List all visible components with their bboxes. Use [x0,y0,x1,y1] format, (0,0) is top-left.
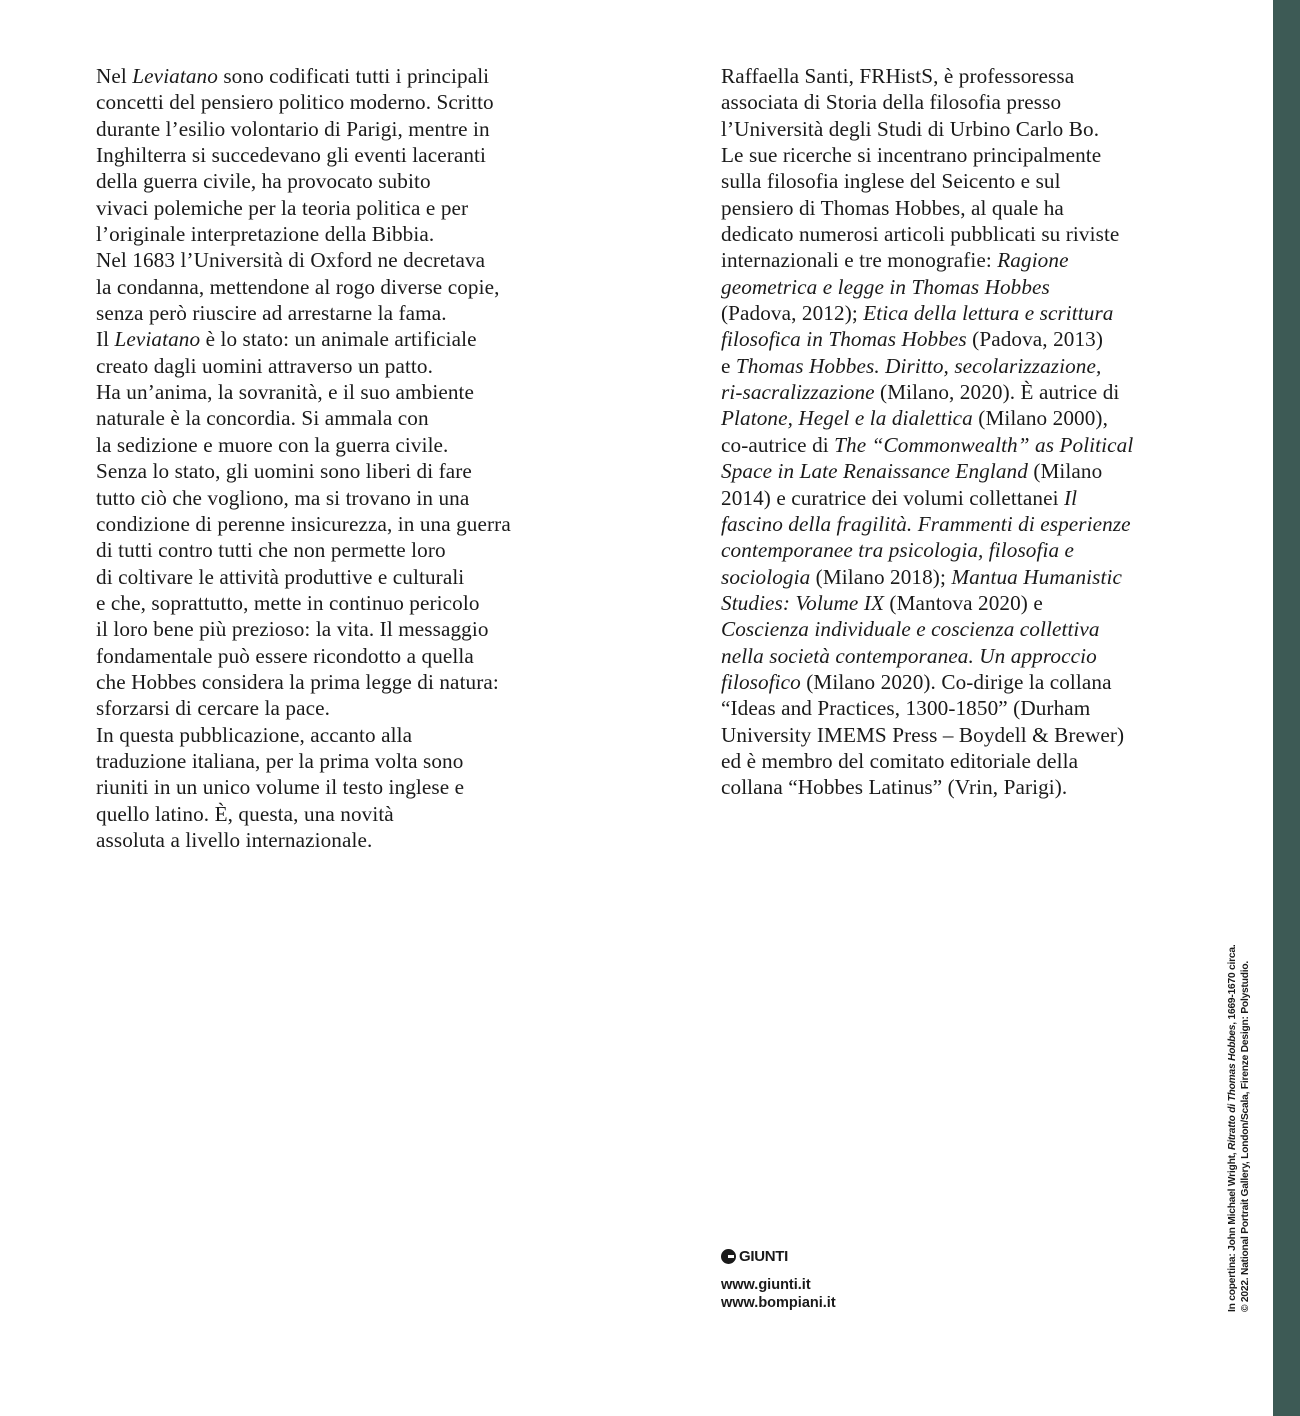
text-run: e [721,353,736,378]
text-run: Il [96,327,115,352]
text-run: di coltivare le attività produttive e culturali [96,564,465,589]
text-run: Le sue ricerche si incentrano principalmente [721,143,1102,168]
italic-title: Studies: Volume IX [721,590,885,615]
text-line [96,801,616,827]
text-run: traduzione italiana, per la prima volta sono [96,748,464,773]
text-run: collana “Hobbes Latinus” (Vrin, Parigi). [721,775,1068,800]
text-line [96,405,616,431]
italic-title: Il [1063,485,1078,510]
text-run: fondamentale può essere ricondotto a quella [96,643,474,668]
text-run: © 2022. National Portrait Gallery, London/Scala, Firenze Design: Polystudio. [1239,960,1251,1312]
text-run: e che, soprattutto, mette in continuo pericolo [96,590,480,615]
text-line [721,511,1221,537]
text-line [96,564,616,590]
text-run: tutto ciò che vogliono, ma si trovano in una [96,485,470,510]
text-line [96,195,616,221]
italic-title: Platone, Hegel e la dialettica [721,406,973,431]
text-line [96,458,616,484]
text-run: (Padova, 2013) [966,327,1104,352]
text-run: di tutti contro tutti che non permette loro [96,538,446,563]
text-run: concetti del pensiero politico moderno. Scritto [96,90,494,115]
italic-title: Thomas Hobbes. Diritto, secolarizzazione, [735,353,1102,378]
text-line [96,511,616,537]
text-run: è lo stato: un animale artificiale [200,327,477,352]
text-run: che Hobbes considera la prima legge di natura: [96,669,499,694]
text-line [721,458,1221,484]
text-run: Inghilterra si succedevano gli eventi laceranti [96,143,487,168]
text-run: Senza lo stato, gli uomini sono liberi di fare [96,459,472,484]
publisher-urls [721,1276,836,1312]
text-run: , 1669-1670 circa. [1227,944,1238,1025]
italic-title: filosofico [721,669,801,694]
text-run: (Milano 2000), [972,406,1108,431]
text-line [96,669,616,695]
text-line [721,643,1221,669]
text-line [721,168,1221,194]
giunti-logo-icon [721,1249,736,1264]
text-line [721,695,1221,721]
text-line [721,116,1221,142]
text-line [721,195,1221,221]
italic-title: filosofica in Thomas Hobbes [721,327,967,352]
text-line [721,326,1221,352]
publisher-block [721,1246,836,1312]
italic-title: Mantua Humanistic [951,564,1122,589]
text-line [96,827,616,853]
text-run: condizione di perenne insicurezza, in una guerra [96,511,511,536]
text-line [96,748,616,774]
cover-spine-band [1273,0,1300,1416]
text-run: associata di Storia della filosofia presso [721,90,1062,115]
text-run: quello latino. È, questa, una novità [96,801,394,826]
text-line [96,326,616,352]
italic-title: ri-sacralizzazione [721,380,875,405]
text-line [96,590,616,616]
text-run: il loro bene più prezioso: la vita. Il messaggio [96,617,489,642]
text-run: assoluta a livello internazionale. [96,827,373,852]
text-line [721,247,1221,273]
text-line [1227,892,1240,1312]
text-line [96,300,616,326]
text-run: (Milano 2020). Co-dirige la collana [800,669,1112,694]
text-line [96,274,616,300]
text-line [721,537,1221,563]
italic-title: The “Commonwealth” as Political [834,432,1134,457]
italic-title: Leviatano [114,327,201,352]
text-line [721,590,1221,616]
publisher-logo [721,1246,836,1266]
italic-title: geometrica e legge in Thomas Hobbes [721,274,1050,299]
text-line [96,537,616,563]
text-line [96,89,616,115]
text-run: creato dagli uomini attraverso un patto. [96,353,434,378]
text-line [96,116,616,142]
italic-title: sociologia [721,564,811,589]
text-run: sono codificati tutti i principali [217,64,490,88]
text-run: In questa pubblicazione, accanto alla [96,722,413,747]
text-line [96,485,616,511]
text-line [721,774,1221,800]
text-run: (Padova, 2012); [721,301,864,326]
italic-title: Etica della lettura e scrittura [863,301,1114,326]
text-run: Raffaella Santi, FRHistS, è professoressa [721,64,1075,88]
text-line [96,695,616,721]
text-run: 2014) e curatrice dei volumi collettanei [721,485,1064,510]
text-line [96,221,616,247]
italic-title: Ritratto di Thomas Hobbes [1227,1024,1238,1150]
text-line [721,379,1221,405]
text-line [96,247,616,273]
text-run: vivaci polemiche per la teoria politica e per [96,195,469,220]
text-run: In copertina: John Michael Wright, [1227,1149,1238,1312]
text-run: sforzarsi di cercare la pace. [96,696,331,721]
text-run: l’originale interpretazione della Bibbia. [96,222,435,247]
text-line [721,300,1221,326]
publisher-logo-text: GIUNTI [739,1247,789,1265]
text-run: Nel [96,64,133,88]
text-run: co-autrice di [721,432,835,457]
text-line [96,379,616,405]
italic-title: nella società contemporanea. Un approccio [721,643,1097,668]
text-line [721,432,1221,458]
italic-title: Space in Late Renaissance England [721,459,1028,484]
italic-title: fascino della fragilità. Frammenti di esperienze [721,511,1131,536]
text-line [721,485,1221,511]
italic-title: Coscienza individuale e coscienza collettiva [721,617,1100,642]
text-line [721,221,1221,247]
text-line [96,63,616,89]
text-run: della guerra civile, ha provocato subito [96,169,431,194]
text-run: “Ideas and Practices, 1300-1850” (Durham [721,696,1091,721]
text-line [721,564,1221,590]
text-run: durante l’esilio volontario di Parigi, mentre in [96,116,490,141]
book-description [96,63,616,853]
text-run: l’Università degli Studi di Urbino Carlo Bo. [721,116,1100,141]
text-line [96,142,616,168]
text-run: ed è membro del comitato editoriale della [721,748,1079,773]
text-line [721,405,1221,431]
text-run: sulla filosofia inglese del Seicento e sul [721,169,1061,194]
text-line [721,616,1221,642]
text-line [96,168,616,194]
text-line [96,643,616,669]
text-run: pensiero di Thomas Hobbes, al quale ha [721,195,1064,220]
italic-title: Leviatano [132,64,218,88]
italic-title: Ragione [997,248,1069,273]
text-line [721,274,1221,300]
text-run: la sedizione e muore con la guerra civile. [96,432,449,457]
author-biography [721,63,1221,801]
text-line [96,432,616,458]
text-line [721,748,1221,774]
publisher-url-giunti[interactable]: www.giunti.it [721,1277,811,1293]
text-run: dedicato numerosi articoli pubblicati su riviste [721,222,1120,247]
text-run: (Mantova 2020) e [884,590,1043,615]
text-line [721,142,1221,168]
text-run: University IMEMS Press – Boydell & Brewer) [721,722,1125,747]
italic-title: contemporanee tra psicologia, filosofia e [721,538,1075,563]
text-run: la condanna, mettendone al rogo diverse copie, [96,274,500,299]
text-run: senza però riuscire ad arrestarne la fama. [96,301,447,326]
text-run: naturale è la concordia. Si ammala con [96,406,429,431]
text-run: riuniti in un unico volume il testo inglese e [96,775,465,800]
text-run: Ha un’anima, la sovranità, e il suo ambiente [96,380,475,405]
text-line [721,669,1221,695]
text-run: Nel 1683 l’Università di Oxford ne decretava [96,248,486,273]
text-run: (Milano, 2020). È autrice di [874,380,1120,405]
cover-credit [1227,892,1252,1312]
text-run: (Milano [1027,459,1103,484]
publisher-url-bompiani[interactable]: www.bompiani.it [721,1295,836,1311]
text-run: internazionali e tre monografie: [721,248,998,273]
text-run: (Milano 2018); [810,564,952,589]
text-line [96,774,616,800]
text-line [96,616,616,642]
text-line [721,89,1221,115]
text-line [721,353,1221,379]
text-line [96,722,616,748]
text-line [721,722,1221,748]
text-line [96,353,616,379]
text-line [721,63,1221,89]
text-line [1240,892,1253,1312]
